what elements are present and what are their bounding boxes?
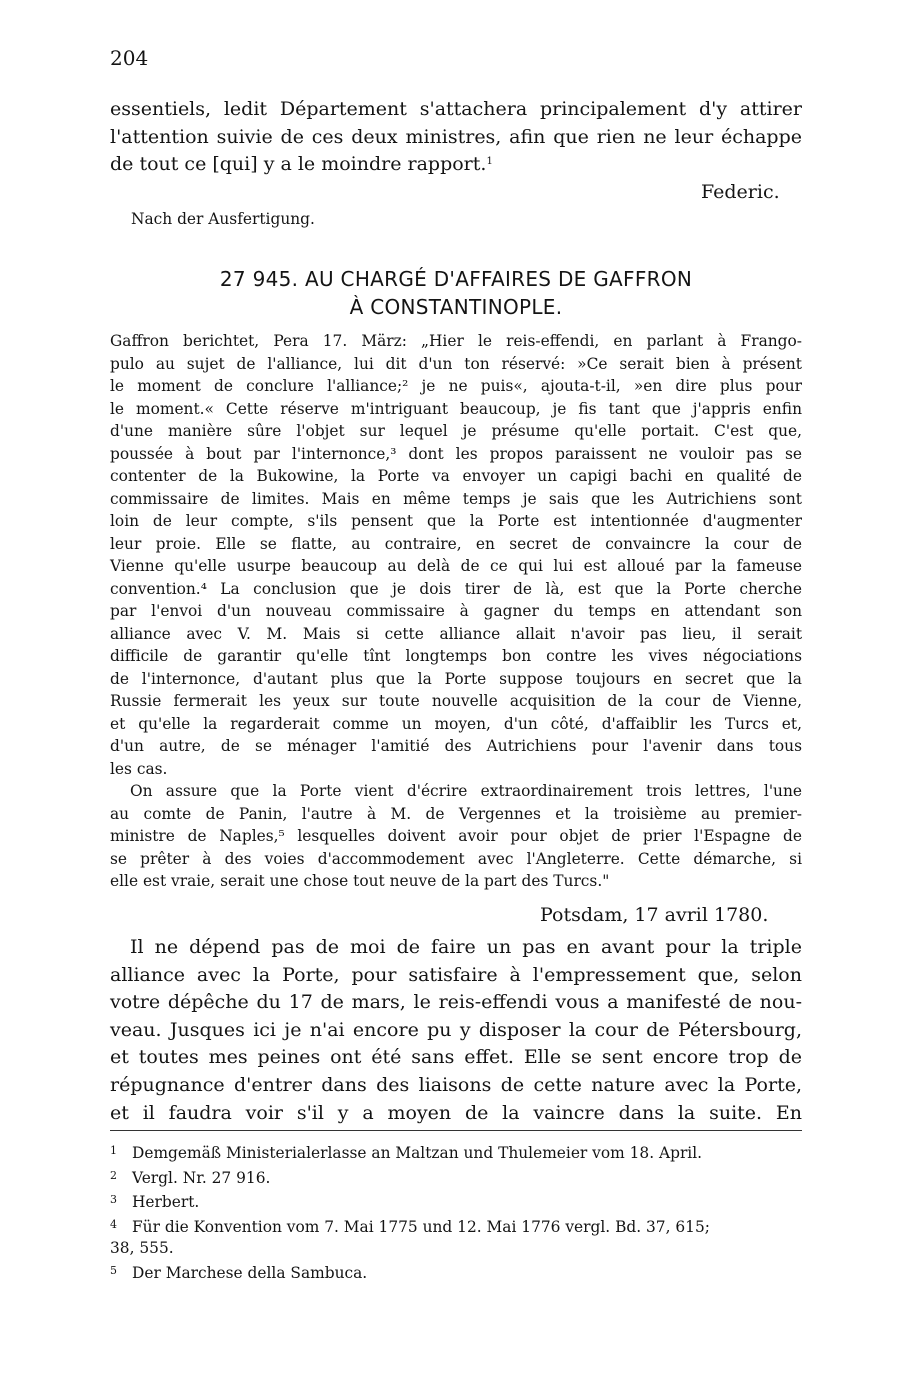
page-number: 204 <box>110 46 149 70</box>
letter-line: votre dépêche du 17 de mars, le reis-effendi vous a manifesté de nou- <box>110 991 802 1014</box>
footnotes <box>110 1140 802 1284</box>
dateline: Potsdam, 17 avril 1780. <box>540 904 769 926</box>
footnote-text: Für die Konvention vom 7. Mai 1775 und 12. Mai 1776 vergl. Bd. 37, 615; <box>132 1217 710 1236</box>
footnote-divider <box>110 1130 802 1131</box>
footnote-text: Demgemäß Ministerialerlasse an Maltzan und Thulemeier vom 18. April. <box>132 1144 703 1162</box>
report-line: le moment de conclure l'alliance;² je ne puis«, ajouta-t-il, »en dire plus pour <box>110 377 802 395</box>
footnote <box>110 1189 802 1214</box>
text-line: l'attention suivie de ces deux ministres, afin que rien ne leur échappe <box>110 125 802 148</box>
report-line: d'une manière sûre l'objet sur lequel je présume qu'elle portait. C'est que, <box>110 422 802 440</box>
report-line: elle est vraie, serait une chose tout neuve de la part des Turcs." <box>110 872 610 890</box>
footnote-number: 5 <box>110 1263 117 1277</box>
report-line: ministre de Naples,⁵ lesquelles doivent avoir pour objet de prier l'Espagne de <box>110 827 802 845</box>
report-line: leur proie. Elle se flatte, au contraire, en secret de convaincre la cour de <box>110 534 802 553</box>
report-line: les cas. <box>110 759 168 778</box>
report-line: se prêter à des voies d'accommodement avec l'Angleterre. Cette démarche, si <box>110 849 802 868</box>
report-line: d'un autre, de se ménager l'amitié des Autrichiens pour l'avenir dans tous <box>110 737 802 755</box>
letter-body <box>110 934 802 1127</box>
report-line: au comte de Panin, l'autre à M. de Vergennes et la troisième au premier- <box>110 804 802 823</box>
heading-line: À CONSTANTINOPLE. <box>349 295 563 319</box>
report-line: par l'envoi d'un nouveau commissaire à gagner du temps en attendant son <box>110 602 802 620</box>
letter-line: veau. Jusques ici je n'ai encore pu y disposer la cour de Pétersbourg, <box>110 1018 802 1041</box>
letter-line: alliance avec la Porte, pour satisfaire à l'empressement que, selon <box>110 963 802 986</box>
footnote <box>110 1140 802 1165</box>
text-line: essentiels, ledit Département s'attachera principalement d'y attirer <box>110 98 802 120</box>
report-line: loin de leur compte, s'ils pensent que la Porte est intentionnée d'augmenter <box>110 512 802 530</box>
letter-line: répugnance d'entrer dans des liaisons de cette nature avec la Porte, <box>110 1073 802 1096</box>
report-line: contenter de la Bukowine, la Porte va envoyer un capigi bachi en qualité de <box>110 467 802 485</box>
signature: Federic. <box>701 181 780 203</box>
report-line: pulo au sujet de l'alliance, lui dit d'un ton réservé: »Ce serait bien à présent <box>110 354 802 373</box>
footnote-number: 1 <box>110 1144 117 1157</box>
footnote <box>110 1165 802 1190</box>
report-line: commissaire de limites. Mais en même temps je sais que les Autrichiens sont <box>110 489 802 508</box>
report-line: Vienne qu'elle usurpe beaucoup au delà de ce qui lui est alloué par la fameuse <box>110 557 802 575</box>
letter-line: et toutes mes peines ont été sans effet. Elle se sent encore trop de <box>110 1046 802 1069</box>
report-line: poussée à bout par l'internonce,³ dont les propos paraissent ne vouloir pas se <box>110 444 802 463</box>
footnote <box>110 1214 802 1239</box>
footnote-mark: 1 <box>486 156 493 168</box>
footnote-number: 4 <box>110 1217 117 1231</box>
report-line: Gaffron berichtet, Pera 17. März: „Hier le reis-effendi, en parlant à Frango- <box>110 332 802 350</box>
text-line <box>110 151 802 179</box>
report-line: alliance avec V. M. Mais si cette alliance allait n'avoir pas lieu, il serait <box>110 624 802 643</box>
continuation-paragraph <box>110 96 802 179</box>
footnote-continuation: 38, 555. <box>110 1239 174 1257</box>
footnote <box>110 1260 802 1285</box>
footnote-text: Der Marchese della Sambuca. <box>132 1263 368 1282</box>
report-line: difficile de garantir qu'elle tînt longtemps bon contre les vives négociations <box>110 647 802 665</box>
report-summary <box>110 330 802 893</box>
report-line: et qu'elle la regarderait comme un moyen, d'un côté, d'affaiblir les Turcs et, <box>110 714 802 733</box>
letter-line: Il ne dépend pas de moi de faire un pas en avant pour la triple <box>130 936 802 958</box>
footnote-number: 2 <box>110 1168 117 1182</box>
document-heading <box>110 265 802 321</box>
letter-line: et il faudra voir s'il y a moyen de la vaincre dans la suite. En <box>110 1101 802 1124</box>
source-note: Nach der Ausfertigung. <box>131 210 315 228</box>
report-line: On assure que la Porte vient d'écrire extraordinairement trois lettres, l'une <box>130 782 802 800</box>
footnote-text: Vergl. Nr. 27 916. <box>132 1168 271 1187</box>
text-line-content: de tout ce [qui] y a le moindre rapport. <box>110 153 487 176</box>
heading-line: 27 945. AU CHARGÉ D'AFFAIRES DE GAFFRON <box>219 267 693 291</box>
report-line: convention.⁴ La conclusion que je dois tirer de là, est que la Porte cherche <box>110 579 802 598</box>
report-line: Russie fermerait les yeux sur toute nouvelle acquisition de la cour de Vienne, <box>110 692 802 710</box>
footnote-text: Herbert. <box>132 1193 200 1211</box>
footnote-number: 3 <box>110 1193 117 1206</box>
report-line: de l'internonce, d'autant plus que la Porte suppose toujours en secret que la <box>110 669 802 688</box>
report-line: le moment.« Cette réserve m'intriguant beaucoup, je fis tant que j'appris enfin <box>110 399 802 418</box>
